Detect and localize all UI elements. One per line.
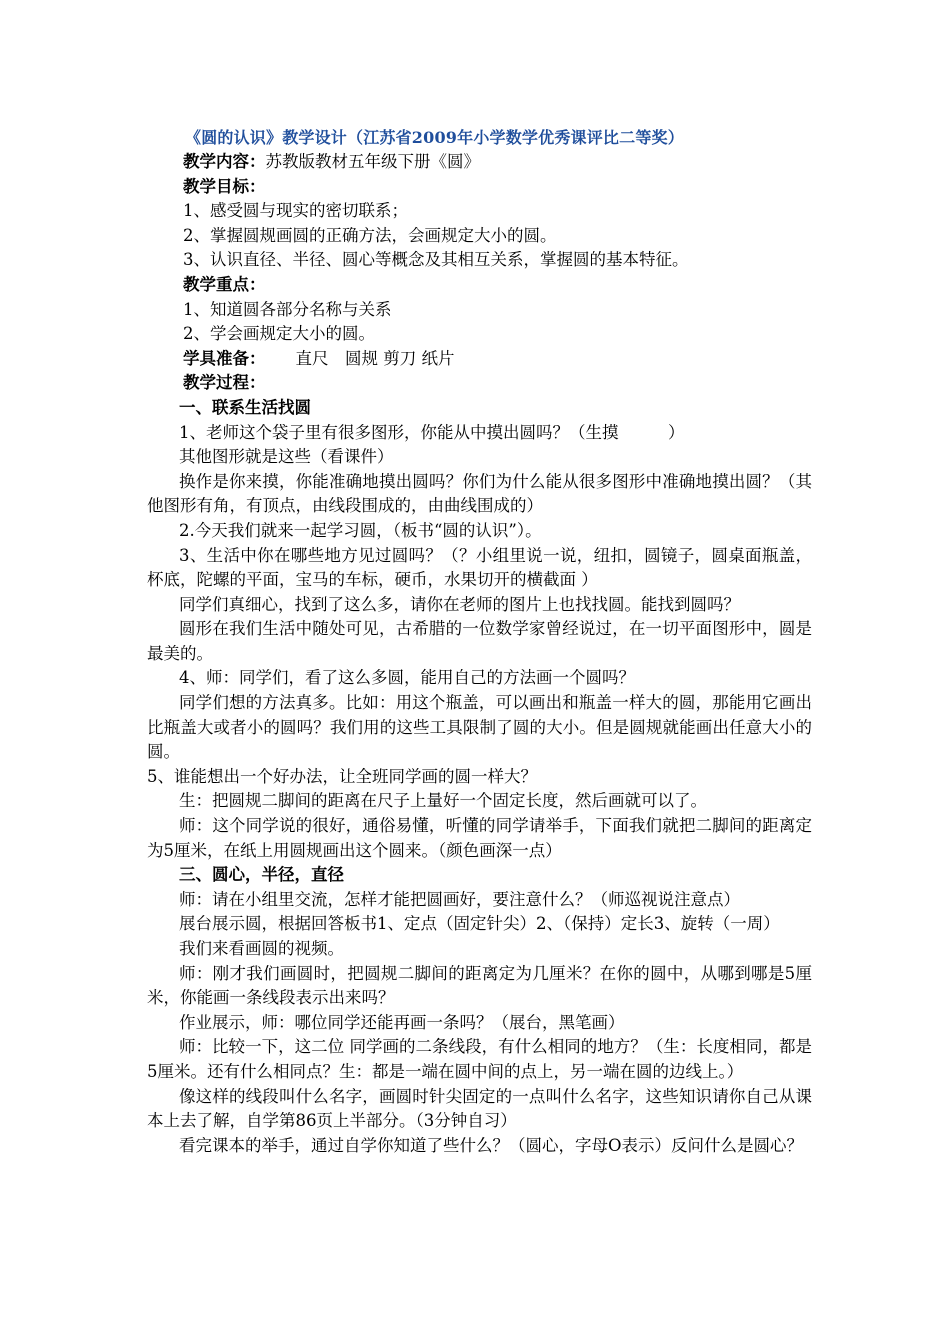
teaching-content-line	[147, 150, 812, 175]
paragraph: 5、谁能想出一个好办法，让全班同学画的圆一样大？	[147, 766, 537, 786]
paragraph: 师：这个同学说的很好，通俗易懂，听懂的同学请举手，下面我们就把二脚间的距离定为5厘米，在纸上用圆规画出这个圆来。（颜色画深一点）	[147, 816, 812, 860]
key-point-2: 2、学会画规定大小的圆。	[183, 324, 375, 344]
paragraph: 作业展示，师：哪位同学还能再画一条吗？（展台，黑笔画）	[179, 1012, 625, 1032]
paragraph: 4、师：同学们，看了这么多圆，能用自己的方法画一个圆吗？	[179, 668, 635, 688]
teaching-content-label: 教学内容：	[183, 152, 266, 171]
paragraph: 展台展示圆，根据回答板书1、定点（固定针尖）2、（保持）定长3、旋转（一周）	[179, 914, 780, 934]
paragraph: 换作是你来摸，你能准确地摸出圆吗？你们为什么能从很多图形中准确地摸出圆？（其他图形有角，有顶点，由线段围成的，由曲线围成的）	[147, 471, 812, 516]
document-title: 《圆的认识》教学设计（江苏省2009年小学数学优秀课评比二等奖）	[185, 128, 684, 147]
paragraph: 像这样的线段叫什么名字，画圆时针尖固定的一点叫什么名字，这些知识请你自己从课本上去了解，自学第86页上半部分。（3分钟自习）	[147, 1086, 812, 1131]
paragraph: 我们来看画圆的视频。	[179, 939, 344, 958]
document-body	[147, 126, 812, 1158]
paragraph: 师：请在小组里交流，怎样才能把圆画好，要注意什么？（师巡视说注意点）	[179, 889, 740, 909]
paragraph: 看完课本的举手，通过自学你知道了些什么？（圆心，字母O表示）反问什么是圆心？	[179, 1135, 804, 1155]
paragraph: 生：把圆规二脚间的距离在尺子上量好一个固定长度，然后画就可以了。	[179, 791, 707, 811]
paragraph: 1、老师这个袋子里有很多图形，你能从中摸出圆吗？（生摸 ）	[179, 422, 685, 442]
paragraph: 3、生活中你在哪些地方见过圆吗？（？小组里说一说，纽扣，圆镜子，圆桌面瓶盖，杯底，陀螺的平面，宝马的车标，硬币，水果切开的横截面 ）	[147, 545, 812, 590]
paragraph: 师：比较一下，这二位 同学画的二条线段，有什么相同的地方？（生：长度相同，都是5厘米。还有什么相同点？生：都是一端在圆中间的点上，另一端在圆的边线上。）	[147, 1037, 812, 1081]
goal-item-1: 1、感受圆与现实的密切联系；	[183, 201, 408, 221]
section-heading-3: 三、圆心，半径，直径	[179, 865, 344, 885]
teaching-content-value: 苏教版教材五年级下册《圆》	[265, 152, 480, 171]
key-points-heading: 教学重点：	[183, 274, 266, 294]
paragraph: 同学们真细心，找到了这么多，请你在老师的图片上也找找圆。能找到圆吗？	[179, 594, 740, 614]
goal-item-2: 2、掌握圆规画圆的正确方法，会画规定大小的圆。	[183, 225, 557, 245]
paragraph: 其他图形就是这些（看课件）	[179, 447, 394, 467]
teaching-goals-heading: 教学目标：	[183, 176, 266, 196]
goal-item-3: 3、认识直径、半径、圆心等概念及其相互关系，掌握圆的基本特征。	[183, 250, 689, 270]
section-heading-1: 一、联系生活找圆	[179, 397, 311, 417]
tools-value: 直尺 圆规 剪刀 纸片	[295, 348, 455, 368]
process-heading: 教学过程：	[183, 373, 266, 393]
paragraph: 师：刚才我们画圆时，把圆规二脚间的距离定为几厘米？在你的圆中，从哪到哪是5厘米，你能画一条线段表示出来吗？	[147, 963, 812, 1008]
paragraph: 同学们想的方法真多。比如：用这个瓶盖，可以画出和瓶盖一样大的圆，那能用它画出比瓶盖大或者小的圆吗？我们用的这些工具限制了圆的大小。但是圆规就能画出任意大小的圆。	[147, 693, 812, 762]
paragraph: 圆形在我们生活中随处可见，古希腊的一位数学家曾经说过，在一切平面图形中，圆是最美的。	[147, 619, 812, 663]
key-point-1: 1、知道圆各部分名称与关系	[183, 299, 392, 319]
tools-label: 学具准备：	[183, 348, 266, 368]
paragraph: 2.今天我们就来一起学习圆，（板书“圆的认识”）。	[179, 520, 542, 540]
tools-line	[147, 347, 812, 372]
